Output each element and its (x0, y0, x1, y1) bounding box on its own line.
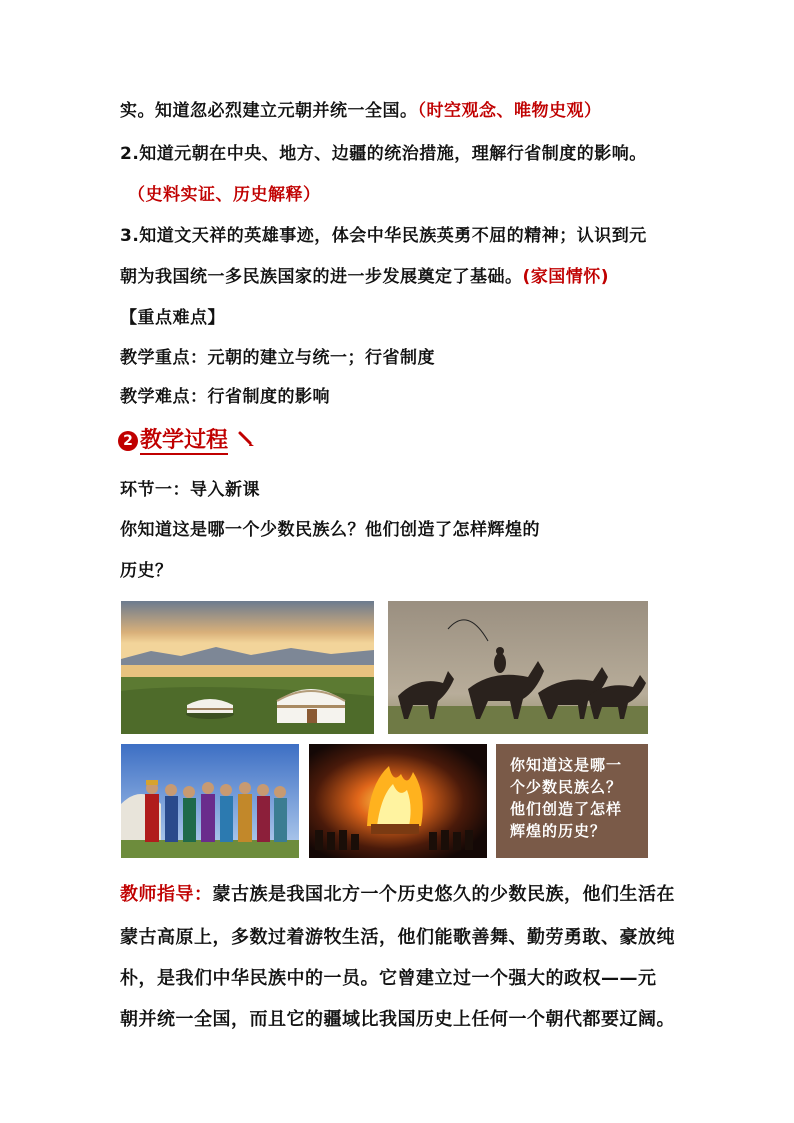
objective-3-text: 朝为我国统一多民族国家的进一步发展奠定了基础。 (120, 267, 523, 287)
objective-line-3: 3.知道文天祥的英雄事迹，体会中华民族英勇不屈的精神；认识到元 (120, 226, 647, 246)
key-points-heading: 【重点难点】 (120, 308, 225, 328)
collage-caption: 你知道这是哪一个少数民族么？他们创造了怎样辉煌的历史？ (496, 744, 648, 858)
objective-1-text: 实。知道忽必烈建立元朝并统一全国。 (120, 101, 418, 121)
section-number-badge: 2 (118, 431, 138, 451)
objective-3-tag: (家国情怀) (522, 267, 610, 287)
pen-icon (236, 429, 258, 449)
teaching-difficulty: 教学难点：行省制度的影响 (120, 387, 330, 407)
objective-line-1 (120, 96, 602, 121)
objective-line-2: 2.知道元朝在中央、地方、边疆的统治措施，理解行省制度的影响。 (120, 144, 647, 164)
objective-2-tag: （史料实证、历史解释） (128, 185, 321, 205)
objective-line-4 (120, 262, 609, 287)
grassland-yurt-photo (121, 601, 374, 734)
horse-herding-photo (388, 601, 648, 734)
teaching-focus: 教学重点：元朝的建立与统一；行省制度 (120, 348, 435, 368)
guidance-line-3: 朴，是我们中华民族中的一员。它曾建立过一个强大的政权——元 (120, 968, 657, 989)
step-one-heading: 环节一：导入新课 (120, 480, 260, 500)
objective-1-tag: （时空观念、唯物史观） (417, 101, 602, 121)
guidance-line-2: 蒙古高原上，多数过着游牧生活，他们能歌善舞、勤劳勇敢、豪放纯 (120, 927, 675, 948)
mongolian-costume-photo (121, 744, 299, 858)
guidance-label: 教师指导： (120, 884, 213, 905)
intro-question-line-1: 你知道这是哪一个少数民族么？他们创造了怎样辉煌的 (120, 520, 540, 540)
section-title-text: 教学过程 (140, 428, 229, 453)
intro-question-line-2: 历史？ (120, 561, 173, 581)
guidance-line-4: 朝并统一全国，而且它的疆域比我国历史上任何一个朝代都要辽阔。 (120, 1009, 675, 1030)
guidance-text-1: 蒙古族是我国北方一个历史悠久的少数民族，他们生活在 (212, 884, 675, 905)
bonfire-photo (309, 744, 487, 858)
guidance-line-1 (120, 880, 675, 906)
section-title (118, 423, 258, 454)
